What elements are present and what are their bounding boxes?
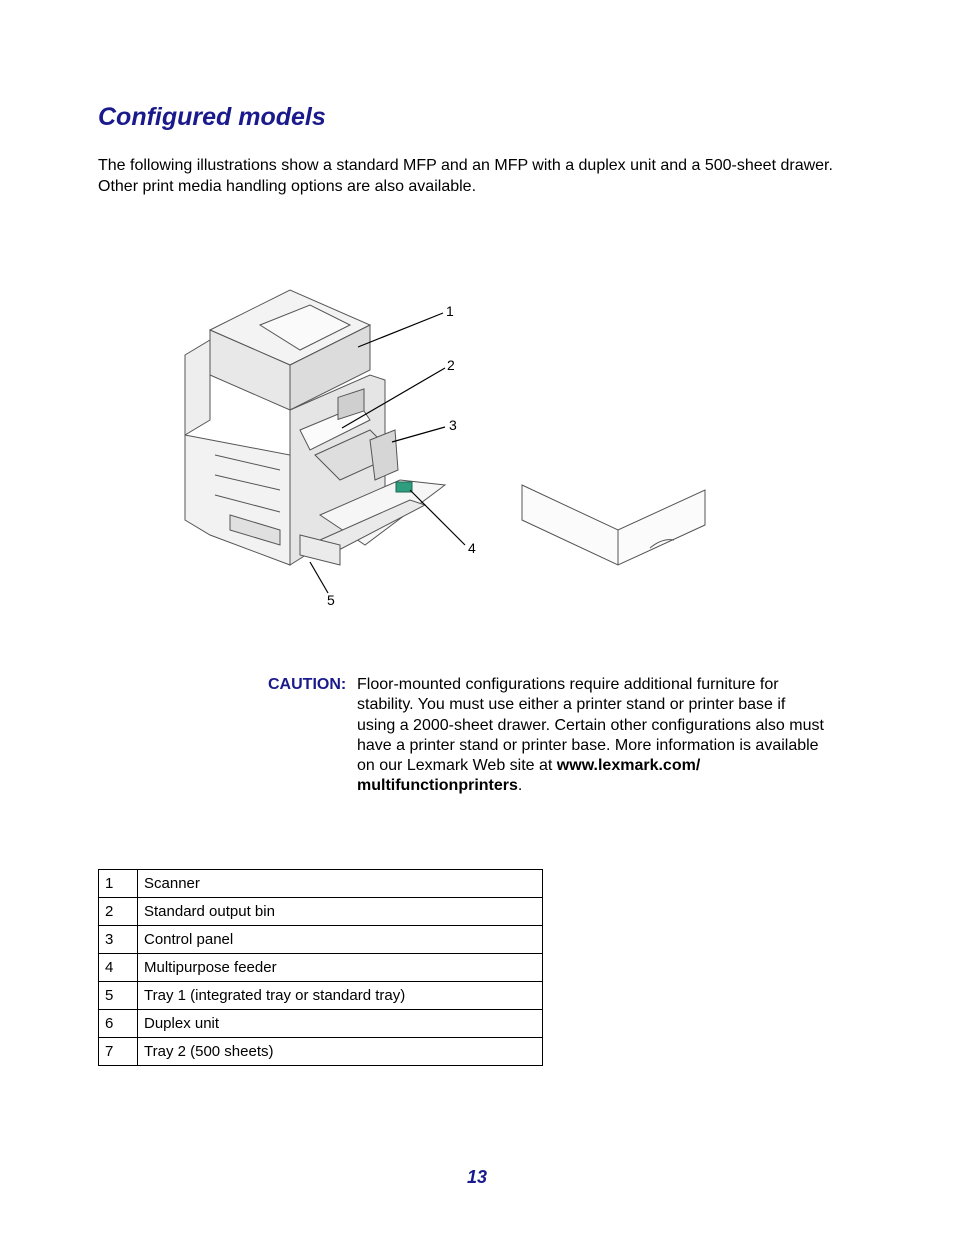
row-number: 3 — [99, 926, 138, 954]
lexmark-link[interactable]: www.lexmark.com/ multifunctionprinters — [357, 757, 701, 795]
row-number: 4 — [99, 954, 138, 982]
table-row — [99, 1010, 543, 1038]
callout-3: 3 — [449, 417, 457, 433]
callout-2: 2 — [447, 357, 455, 373]
caution-label: CAUTION: — [268, 676, 347, 693]
caution-body: Floor-mounted configurations require additional furniture for stability. You must use either a printer stand or printer base if using a 2000-sheet drawer. Certain other configurations also must have a printer stand or printer base. More information is available on our Lexmark Web site at — [357, 676, 824, 775]
drawer-drawing — [522, 485, 705, 565]
table-row — [99, 982, 543, 1010]
row-number: 2 — [99, 898, 138, 926]
row-label: Tray 2 (500 sheets) — [138, 1038, 543, 1066]
callout-4: 4 — [468, 540, 476, 556]
row-label: Tray 1 (integrated tray or standard tray) — [138, 982, 543, 1010]
parts-table — [98, 869, 543, 1066]
row-number: 6 — [99, 1010, 138, 1038]
row-label: Duplex unit — [138, 1010, 543, 1038]
page-number: 13 — [466, 1167, 488, 1187]
table-row — [99, 898, 543, 926]
row-label: Multipurpose feeder — [138, 954, 543, 982]
row-number: 1 — [99, 870, 138, 898]
callout-1: 1 — [446, 303, 454, 319]
callout-5: 5 — [327, 592, 335, 608]
row-number: 7 — [99, 1038, 138, 1066]
mfp-illustration — [170, 280, 730, 620]
row-label: Scanner — [138, 870, 543, 898]
row-label: Standard output bin — [138, 898, 543, 926]
caution-text — [357, 675, 827, 797]
caution-end: . — [517, 777, 523, 795]
intro-paragraph: The following illustrations show a standard MFP and an MFP with a duplex unit and a 500-sheet drawer. Other print media handling options are also available. — [98, 157, 833, 195]
table-row — [99, 870, 543, 898]
page-title: Configured models — [98, 103, 326, 131]
table-row — [99, 926, 543, 954]
table-row — [99, 954, 543, 982]
table-row — [99, 1038, 543, 1066]
row-number: 5 — [99, 982, 138, 1010]
row-label: Control panel — [138, 926, 543, 954]
